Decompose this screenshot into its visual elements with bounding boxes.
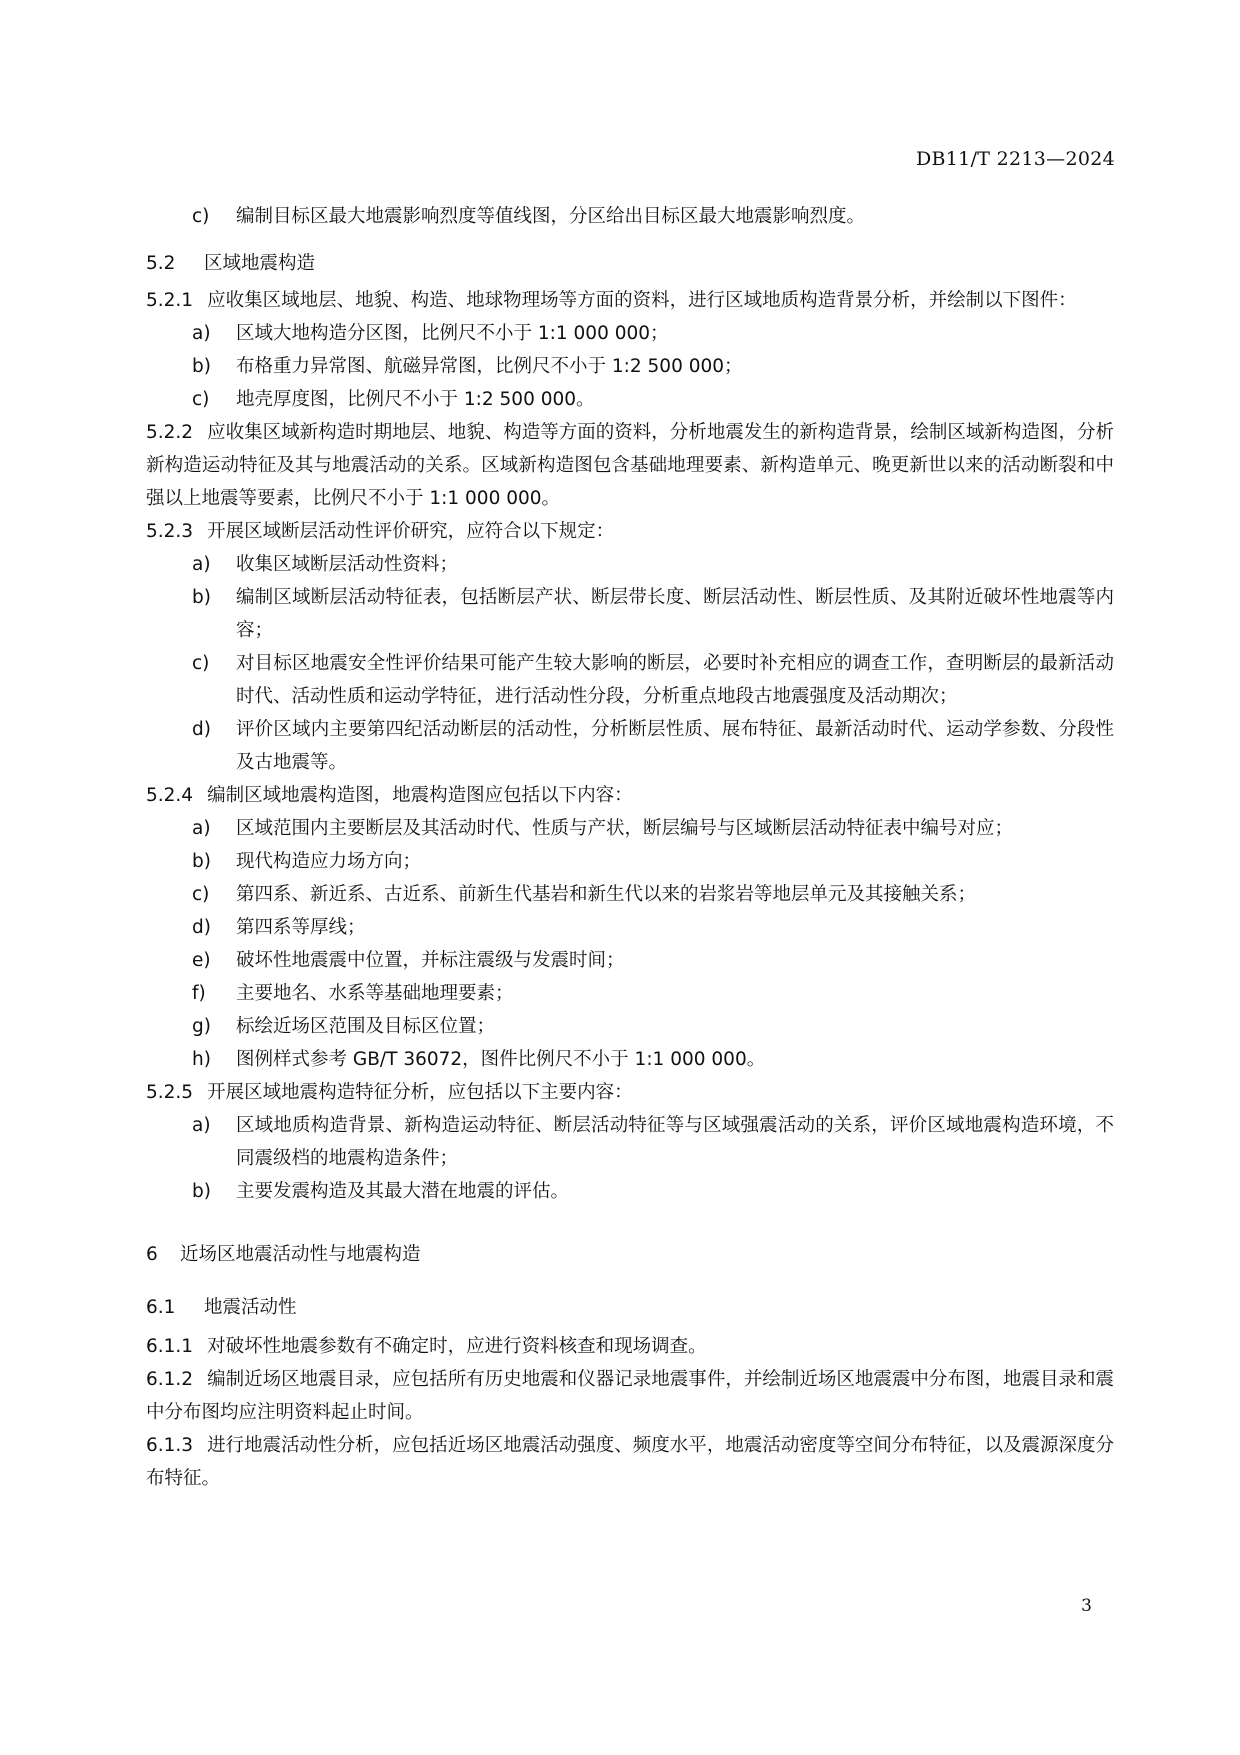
clause-5-2-2 xyxy=(146,416,1114,515)
list-item xyxy=(146,911,1114,944)
list-item xyxy=(146,812,1114,845)
item-label: a) xyxy=(192,554,211,575)
chapter-title: 近场区地震活动性与地震构造 xyxy=(180,1244,421,1265)
item-text: 标绘近场区范围及目标区位置； xyxy=(236,1016,496,1037)
item-label: b) xyxy=(192,587,211,608)
list-item xyxy=(146,1043,1114,1076)
page-number: 3 xyxy=(1081,1596,1092,1616)
clause-number: 5.2.4 xyxy=(146,785,194,806)
list-item xyxy=(146,1175,1114,1208)
clause-number: 5.2.1 xyxy=(146,290,194,311)
item-label: b) xyxy=(192,356,211,377)
list-item xyxy=(146,1010,1114,1043)
list-item xyxy=(146,350,1114,383)
section-number: 6.1 xyxy=(146,1297,176,1318)
chapter-number: 6 xyxy=(146,1244,158,1265)
list-item xyxy=(146,581,1114,647)
list-item xyxy=(146,977,1114,1010)
item-label: a) xyxy=(192,323,211,344)
clause-5-2-1 xyxy=(146,284,1114,317)
item-text: 评价区域内主要第四纪活动断层的活动性，分析断层性质、展布特征、最新活动时代、运动学参数、分段性及古地震等。 xyxy=(236,719,1114,773)
item-label: f) xyxy=(192,983,206,1004)
list-item xyxy=(146,878,1114,911)
section-title: 区域地震构造 xyxy=(204,253,316,274)
list-item xyxy=(146,1109,1114,1175)
item-text: 地壳厚度图，比例尺不小于 1:2 500 000。 xyxy=(236,389,595,410)
clause-5-2-3 xyxy=(146,515,1114,548)
standard-code: DB11/T 2213—2024 xyxy=(916,148,1115,170)
clause-number: 5.2.3 xyxy=(146,521,194,542)
page-content xyxy=(146,200,1114,1495)
item-label: a) xyxy=(192,1115,211,1136)
item-label: g) xyxy=(192,1016,211,1037)
item-text: 区域大地构造分区图，比例尺不小于 1:1 000 000； xyxy=(236,323,669,344)
clause-text: 编制近场区地震目录，应包括所有历史地震和仪器记录地震事件，并绘制近场区地震震中分布图，地震目录和震中分布图均应注明资料起止时间。 xyxy=(146,1369,1114,1423)
list-item xyxy=(146,548,1114,581)
list-item xyxy=(146,200,1114,233)
item-text: 第四系等厚线； xyxy=(236,917,366,938)
item-label: c) xyxy=(192,206,210,227)
item-text: 主要发震构造及其最大潜在地震的评估。 xyxy=(236,1181,570,1202)
item-label: b) xyxy=(192,851,211,872)
clause-number: 6.1.1 xyxy=(146,1336,194,1357)
list-item xyxy=(146,713,1114,779)
section-number: 5.2 xyxy=(146,253,176,274)
clause-6-1-3 xyxy=(146,1429,1114,1495)
list-item xyxy=(146,647,1114,713)
item-text: 破坏性地震震中位置，并标注震级与发震时间； xyxy=(236,950,625,971)
clause-number: 6.1.3 xyxy=(146,1435,194,1456)
clause-5-2-4 xyxy=(146,779,1114,812)
item-text: 布格重力异常图、航磁异常图，比例尺不小于 1:2 500 000； xyxy=(236,356,743,377)
item-label: c) xyxy=(192,884,210,905)
item-label: h) xyxy=(192,1049,211,1070)
item-text: 现代构造应力场方向； xyxy=(236,851,422,872)
section-heading-5-2 xyxy=(146,247,1114,280)
item-label: b) xyxy=(192,1181,211,1202)
item-text: 对目标区地震安全性评价结果可能产生较大影响的断层，必要时补充相应的调查工作，查明断层的最新活动时代、活动性质和运动学特征，进行活动性分段，分析重点地段古地震强度及活动期次； xyxy=(236,653,1114,707)
item-text: 第四系、新近系、古近系、前新生代基岩和新生代以来的岩浆岩等地层单元及其接触关系； xyxy=(236,884,977,905)
clause-text: 应收集区域新构造时期地层、地貌、构造等方面的资料，分析地震发生的新构造背景，绘制区域新构造图，分析新构造运动特征及其与地震活动的关系。区域新构造图包含基础地理要素、新构造单元、晚更新世以来的活动断裂和中强以上地震等要素，比例尺不小于 1:1 000 000。 xyxy=(146,422,1114,509)
clause-text: 进行地震活动性分析，应包括近场区地震活动强度、频度水平，地震活动密度等空间分布特征，以及震源深度分布特征。 xyxy=(146,1435,1114,1489)
list-item xyxy=(146,944,1114,977)
item-label: d) xyxy=(192,719,211,740)
clause-number: 5.2.5 xyxy=(146,1082,194,1103)
clause-text: 对破坏性地震参数有不确定时，应进行资料核查和现场调查。 xyxy=(207,1336,707,1357)
section-heading-6-1 xyxy=(146,1291,1114,1324)
chapter-heading-6 xyxy=(146,1238,1114,1271)
list-item xyxy=(146,845,1114,878)
item-text: 主要地名、水系等基础地理要素； xyxy=(236,983,514,1004)
clause-number: 6.1.2 xyxy=(146,1369,194,1390)
item-label: c) xyxy=(192,389,210,410)
clause-number: 5.2.2 xyxy=(146,422,194,443)
item-text: 收集区域断层活动性资料； xyxy=(236,554,459,575)
clause-text: 编制区域地震构造图，地震构造图应包括以下内容： xyxy=(207,785,633,806)
item-label: e) xyxy=(192,950,211,971)
clause-text: 开展区域断层活动性评价研究，应符合以下规定： xyxy=(207,521,615,542)
clause-text: 应收集区域地层、地貌、构造、地球物理场等方面的资料，进行区域地质构造背景分析，并绘制以下图件： xyxy=(207,290,1077,311)
item-label: c) xyxy=(192,653,210,674)
item-text: 区域范围内主要断层及其活动时代、性质与产状，断层编号与区域断层活动特征表中编号对应； xyxy=(236,818,1014,839)
item-text: 图例样式参考 GB/T 36072，图件比例尺不小于 1:1 000 000。 xyxy=(236,1049,766,1070)
item-text: 编制区域断层活动特征表，包括断层产状、断层带长度、断层活动性、断层性质、及其附近破坏性地震等内容； xyxy=(236,587,1114,641)
clause-text: 开展区域地震构造特征分析，应包括以下主要内容： xyxy=(207,1082,633,1103)
list-item xyxy=(146,317,1114,350)
clause-5-2-5 xyxy=(146,1076,1114,1109)
clause-6-1-2 xyxy=(146,1363,1114,1429)
list-item xyxy=(146,383,1114,416)
item-label: d) xyxy=(192,917,211,938)
item-text: 区域地质构造背景、新构造运动特征、断层活动特征等与区域强震活动的关系，评价区域地震构造环境，不同震级档的地震构造条件； xyxy=(236,1115,1114,1169)
item-label: a) xyxy=(192,818,211,839)
clause-6-1-1 xyxy=(146,1330,1114,1363)
item-text: 编制目标区最大地震影响烈度等值线图，分区给出目标区最大地震影响烈度。 xyxy=(236,206,866,227)
section-title: 地震活动性 xyxy=(204,1297,297,1318)
